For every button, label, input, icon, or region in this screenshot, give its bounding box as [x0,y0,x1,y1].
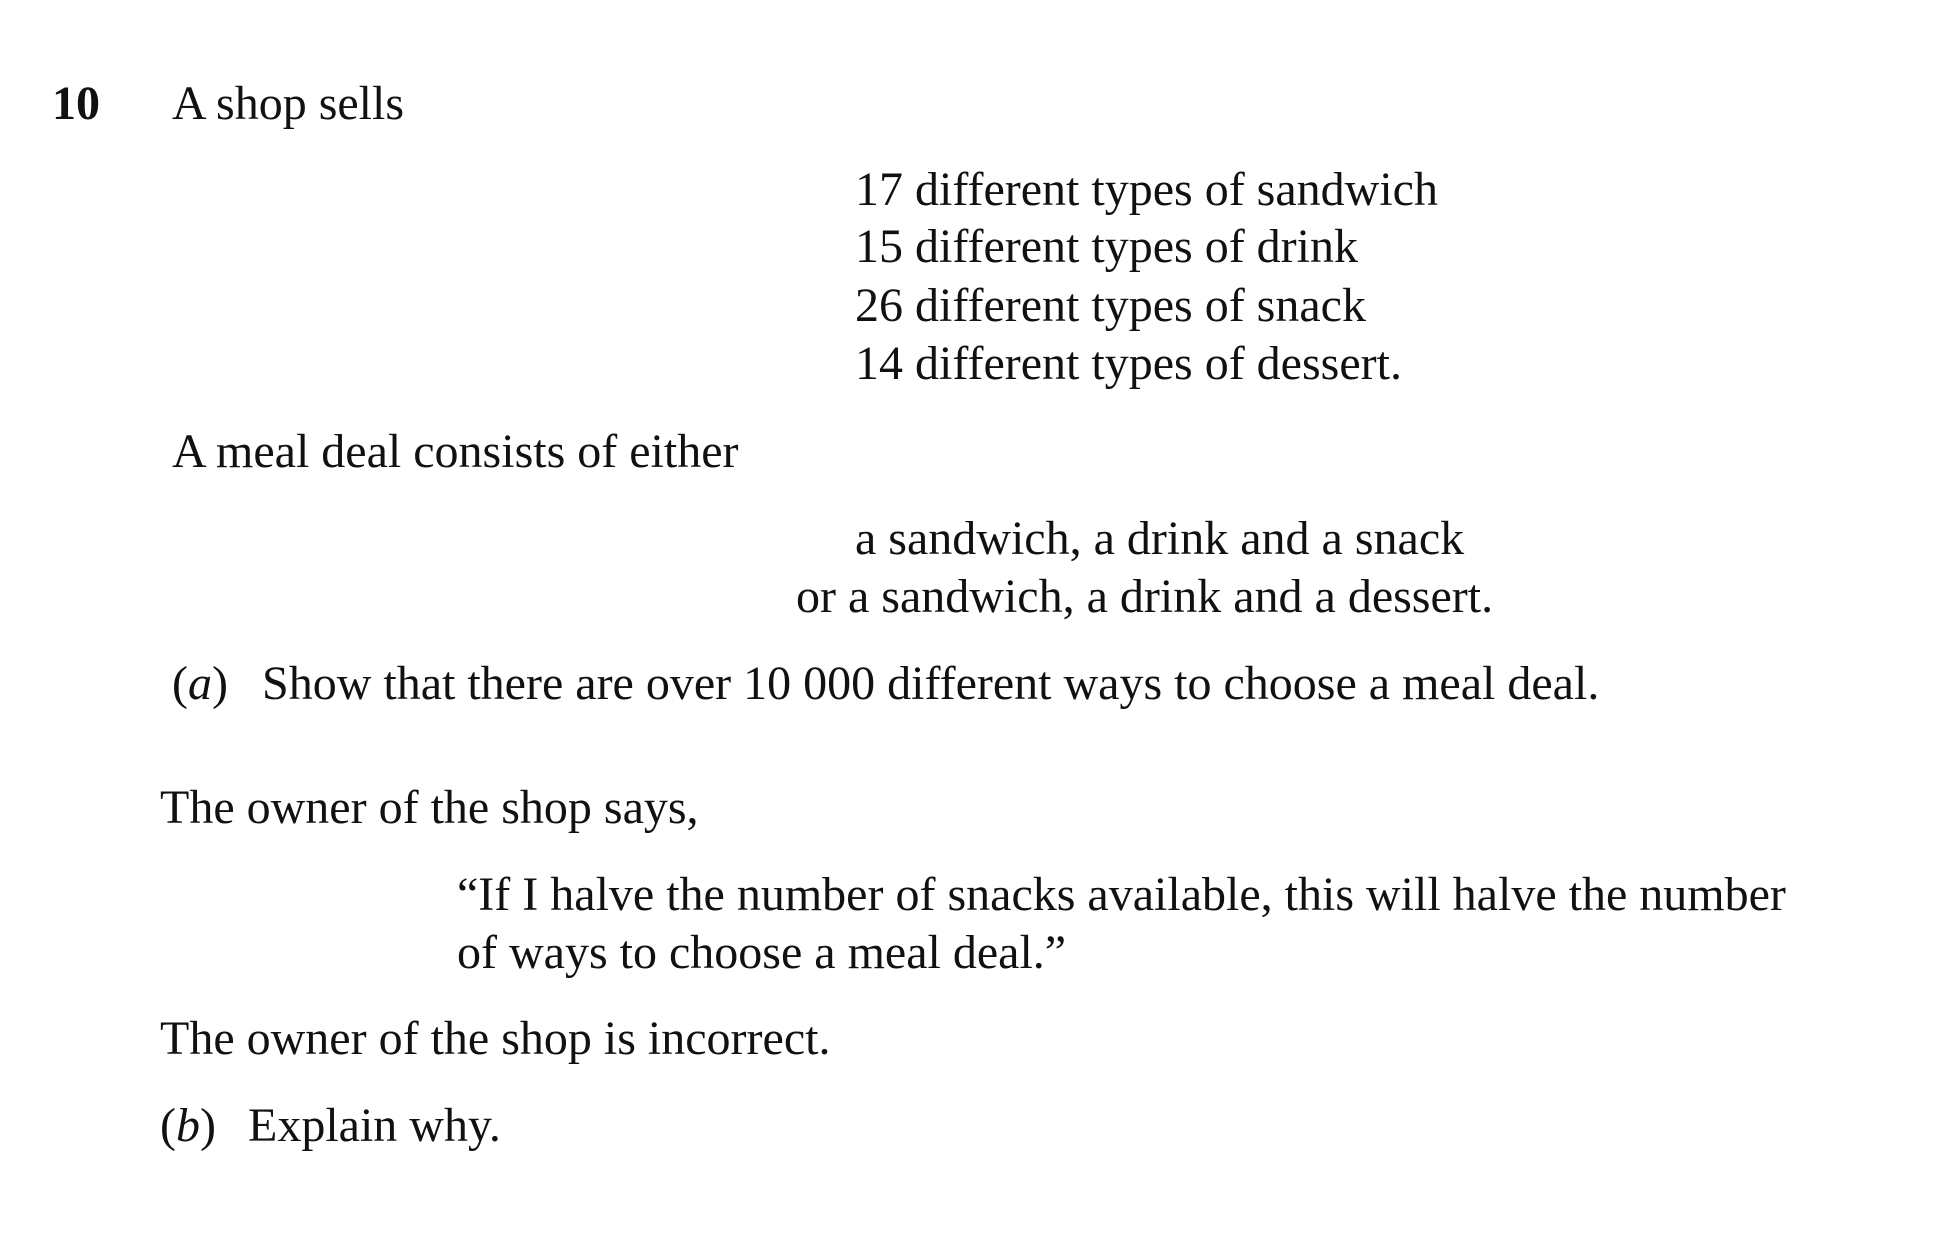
intro-text: A shop sells [172,77,405,130]
list-item: 15 different types of drink [855,220,1358,273]
quote-line: of ways to choose a meal deal.” [457,926,1067,979]
part-b-text: Explain why. [248,1099,501,1152]
question-number: 10 [52,77,100,130]
part-a-text: Show that there are over 10 000 different ways to choose a meal deal. [262,657,1600,710]
owner-incorrect-text: The owner of the shop is incorrect. [160,1012,831,1065]
owner-says-text: The owner of the shop says, [160,781,699,834]
part-b-label: (b) [160,1099,216,1152]
list-item: 26 different types of snack [855,279,1366,332]
part-b-letter: b [175,1099,200,1152]
part-a-letter: a [187,657,212,710]
list-item: or a sandwich, a drink and a dessert. [796,570,1494,623]
list-item: 17 different types of sandwich [855,163,1438,216]
meal-deal-intro: A meal deal consists of either [172,425,739,478]
list-item: 14 different types of dessert. [855,337,1402,390]
part-a-label: (a) [172,657,228,710]
quote-line: “If I halve the number of snacks available, this will halve the number [457,868,1786,921]
list-item: a sandwich, a drink and a snack [855,512,1465,565]
